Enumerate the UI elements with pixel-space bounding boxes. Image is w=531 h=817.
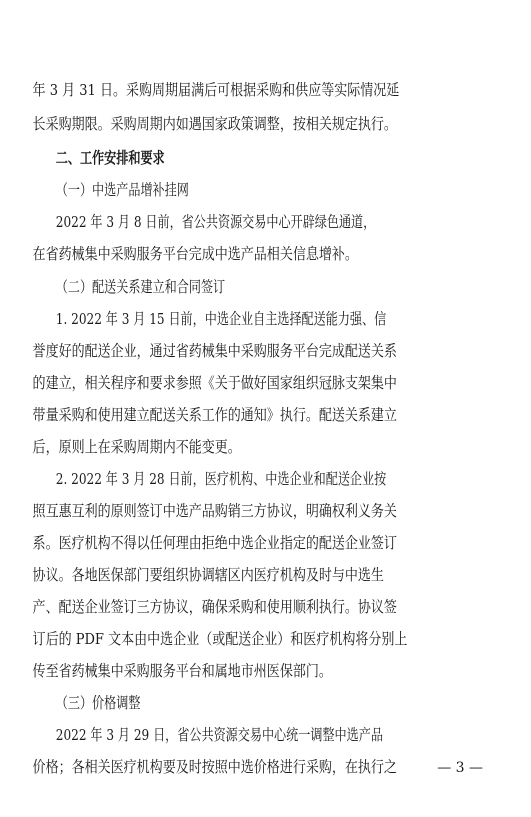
- section-heading: 二、工作安排和要求: [55, 149, 165, 167]
- text-line: 系。医疗机构不得以任何理由拒绝中选企业指定的配送企业签订: [32, 534, 397, 552]
- text-line: 带量采购和使用建立配送关系工作的通知》执行。配送关系建立: [32, 406, 397, 424]
- text-line: 2. 2022 年 3 月 28 日前，医疗机构、中选企业和配送企业按: [55, 470, 387, 488]
- text-line: 1. 2022 年 3 月 15 日前，中选企业自主选择配送能力强、信: [55, 310, 387, 328]
- subsection-heading: （一）中选产品增补挂网: [55, 181, 189, 199]
- text-line: 2022 年 3 月 29 日，省公共资源交易中心统一调整中选产品: [55, 726, 383, 744]
- text-line: 誉度好的配送企业，通过省药械集中采购服务平台完成配送关系: [32, 342, 397, 360]
- text-line: 的建立，相关程序和要求参照《关于做好国家组织冠脉支架集中: [32, 374, 397, 392]
- text-line: 产、配送企业签订三方协议，确保采购和使用顺利执行。协议签: [32, 598, 397, 616]
- subsection-heading: （三）价格调整: [55, 694, 141, 712]
- text-line: 协议。各地医保部门要组织协调辖区内医疗机构及时与中选生: [32, 566, 384, 584]
- text-line: 年 3 月 31 日。采购周期届满后可根据采购和供应等实际情况延: [32, 81, 400, 99]
- text-line: 传至省药械集中采购服务平台和属地市州医保部门。: [32, 662, 332, 680]
- subsection-heading: （二）配送关系建立和合同签订: [55, 278, 226, 296]
- text-line: 2022 年 3 月 8 日前，省公共资源交易中心开辟绿色通道，: [55, 213, 376, 231]
- page-number: — 3 —: [437, 760, 483, 776]
- text-line: 价格；各相关医疗机构要及时按照中选价格进行采购，在执行之: [32, 758, 397, 776]
- text-line: 订后的 PDF 文本由中选企业（或配送企业）和医疗机构将分别上: [32, 630, 408, 648]
- text-line: 长采购期限。采购周期内如遇国家政策调整，按相关规定执行。: [32, 115, 397, 133]
- text-line: 后，原则上在采购周期内不能变更。: [32, 438, 241, 456]
- text-line: 照互惠互利的原则签订中选产品购销三方协议，明确权利义务关: [32, 502, 397, 520]
- text-line: 在省药械集中采购服务平台完成中选产品相关信息增补。: [32, 245, 358, 263]
